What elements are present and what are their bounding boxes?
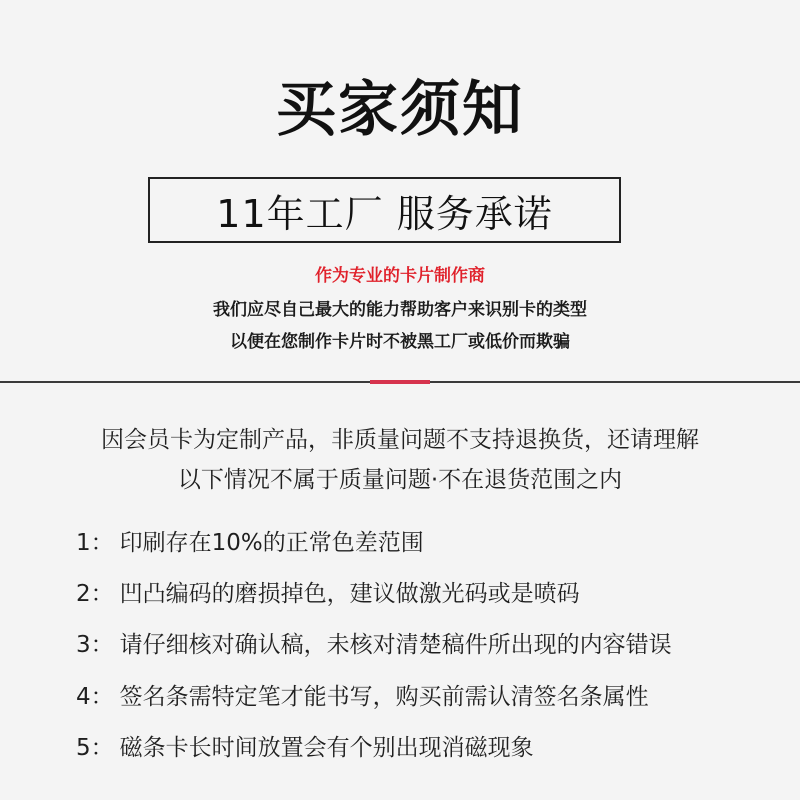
rule-item: [76, 630, 672, 660]
rule-item: [76, 528, 424, 558]
rule-number: 3: [76, 632, 91, 658]
rule-number: 2: [76, 581, 91, 607]
rule-item: [76, 682, 649, 712]
rule-number: 4: [76, 684, 91, 710]
rule-number: 5: [76, 735, 91, 761]
rule-text: 请仔细核对确认稿，未核对清楚稿件所出现的内容错误: [119, 632, 672, 658]
intro-highlight: 作为专业的卡片制作商: [315, 266, 485, 286]
rule-separator: ：: [90, 581, 114, 607]
rule-text: 磁条卡长时间放置会有个别出现消磁现象: [119, 735, 534, 761]
intro-line-3: 以便在您制作卡片时不被黑工厂或低价而欺骗: [230, 332, 570, 352]
divider-accent-mark: [370, 380, 430, 384]
rule-separator: ：: [90, 632, 114, 658]
exclusions-heading: 以下情况不属于质量问题·不在退货范围之内: [177, 467, 623, 493]
return-policy-notice: 因会员卡为定制产品，非质量问题不支持退换货，还请理解: [101, 427, 699, 453]
rule-item: [76, 579, 580, 609]
service-promise-banner: 11年工厂 服务承诺: [148, 177, 621, 243]
intro-line-2: 我们应尽自己最大的能力帮助客户来识别卡的类型: [213, 300, 587, 320]
rule-text: 印刷存在10%的正常色差范围: [119, 530, 424, 556]
rule-item: [76, 733, 534, 763]
rule-separator: ：: [90, 684, 114, 710]
rule-text: 签名条需特定笔才能书写，购买前需认清签名条属性: [119, 684, 649, 710]
page-title: 买家须知: [276, 75, 524, 145]
rule-separator: ：: [90, 735, 114, 761]
rule-text: 凹凸编码的磨损掉色，建议做激光码或是喷码: [119, 581, 580, 607]
rule-number: 1: [76, 530, 91, 556]
rule-separator: ：: [90, 530, 114, 556]
